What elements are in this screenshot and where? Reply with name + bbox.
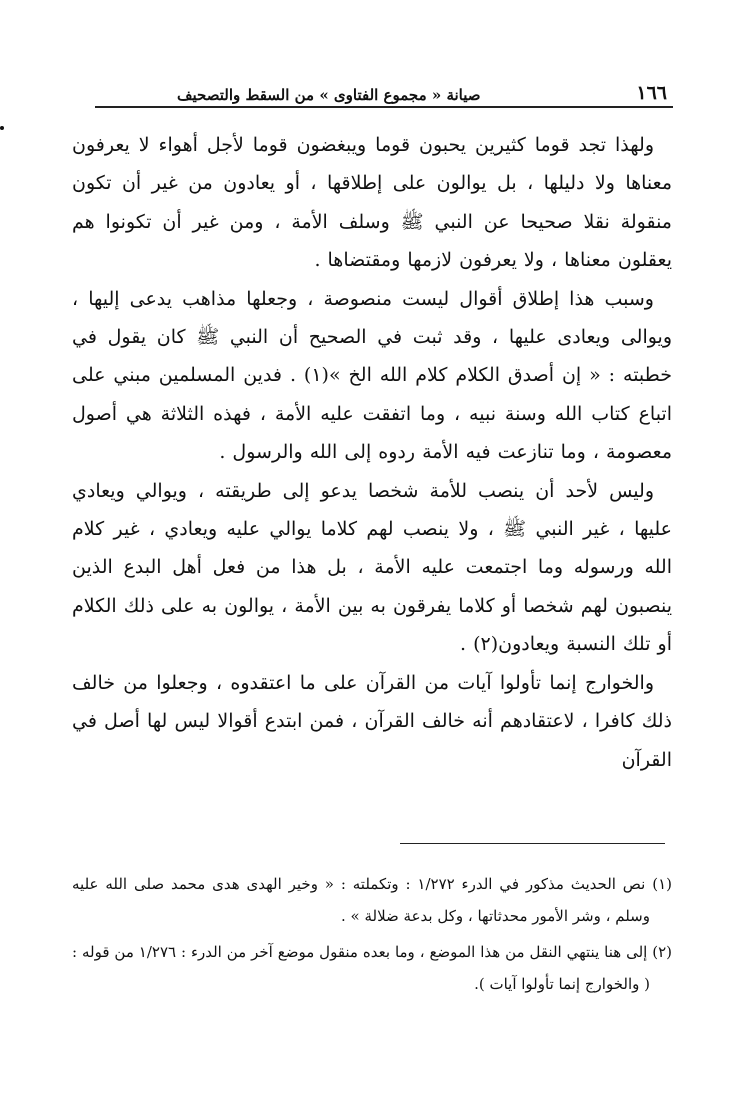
footnote-1: (١) نص الحديث مذكور في الدرء ١/٢٧٢ : وتكملته : « وخير الهدى هدى محمد صلى الله عليه وسلم ، وشر الأمور محدثاتها ، وكل بدعة ضلالة » . bbox=[72, 875, 672, 925]
footnote-separator bbox=[400, 843, 665, 844]
page-header bbox=[95, 76, 673, 104]
footnote-2: (٢) إلى هنا ينتهي النقل من هذا الموضع ، وما بعده منقول موضع آخر من الدرء : ١/٢٧٦ من قوله : ( والخوارج إنما تأولوا آيات ). bbox=[72, 943, 673, 993]
paragraph: وسبب هذا إطلاق أقوال ليست منصوصة ، وجعلها مذاهب يدعى إليها ، ويوالى ويعادى عليها ، وقد ثبت في الصحيح أن النبي ﷺ كان يقول في خطبته : « إن أصدق الكلام كلام الله الخ »(١) . فدين المسلمين مبني على اتباع كتاب الله وسنة نبيه ، وما اتفقت عليه الأمة ، فهذه الثلاثة هي أصول معصومة ، وما تنازعت فيه الأمة ردوه إلى الله والرسول . bbox=[72, 287, 672, 464]
header-rule bbox=[95, 106, 673, 108]
running-title: صيانة « مجموع الفتاوى » من السقط والتصحيف bbox=[177, 86, 481, 104]
paragraph: والخوارج إنما تأولوا آيات من القرآن على ما اعتقدوه ، وجعلوا من خالف ذلك كافرا ، لاعتقادهم أنه خالف القرآن ، فمن ابتدع أقوالا ليس لها أصل في القرآن bbox=[72, 671, 672, 771]
footnotes bbox=[72, 868, 672, 1004]
page-number: ١٦٦ bbox=[636, 82, 667, 104]
main-text bbox=[72, 126, 672, 779]
paragraph: ولهذا تجد قوما كثيرين يحبون قوما ويبغضون قوما لأجل أهواء لا يعرفون معناها ولا دليلها ، بل يوالون على إطلاقها ، أو يعادون من غير أن تكون منقولة نقلا صحيحا عن النبي ﷺ وسلف الأمة ، ومن غير أن تكونوا هم يعقلون معناها ، ولا يعرفون لازمها ومقتضاها . bbox=[72, 134, 672, 272]
margin-mark bbox=[0, 126, 4, 130]
paragraph: وليس لأحد أن ينصب للأمة شخصا يدعو إلى طريقته ، ويوالي ويعادي عليها ، غير النبي ﷺ ، ولا ينصب لهم كلاما يوالي عليه ويعادي ، غير كلام الله ورسوله وما اجتمعت عليه الأمة ، بل هذا من فعل أهل البدع الذين ينصبون لهم شخصا أو كلاما يفرقون به بين الأمة ، يوالون به على ذلك الكلام أو تلك النسبة ويعادون(٢) . bbox=[72, 479, 672, 656]
